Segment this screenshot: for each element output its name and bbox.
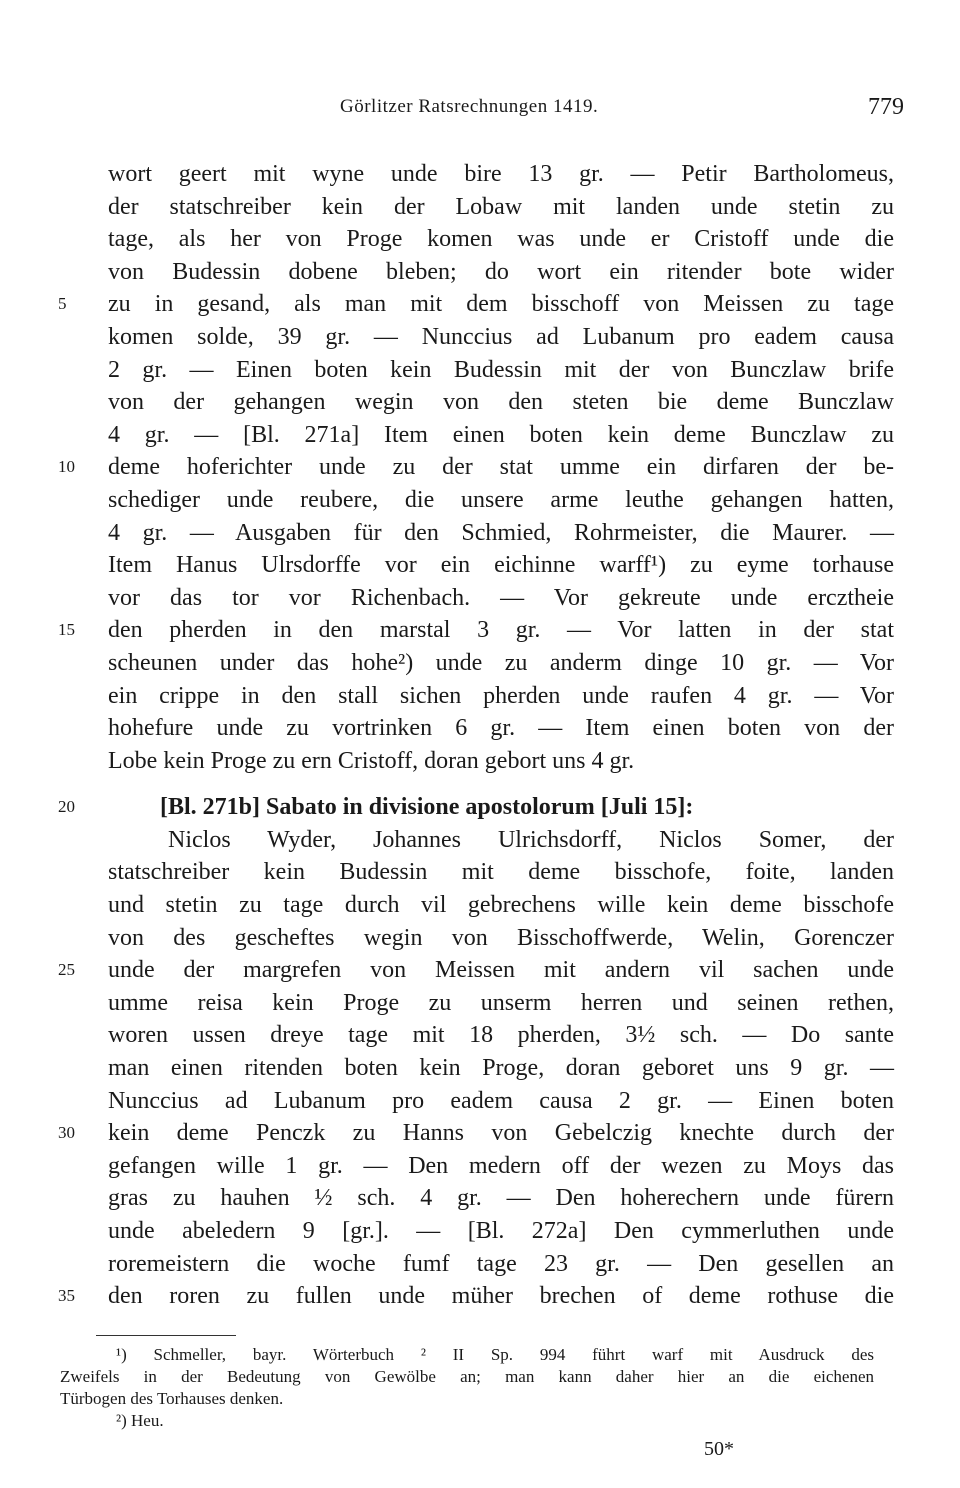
printer-signature: 50* xyxy=(704,1438,734,1460)
text-line xyxy=(0,354,960,387)
line-text: wort geert mit wyne unde bire 13 gr. — Petir Bartholomeus, xyxy=(108,161,894,187)
footnotes xyxy=(0,1344,960,1432)
text-line xyxy=(0,712,960,745)
text-line xyxy=(0,1182,960,1215)
text-line xyxy=(0,1117,960,1150)
text-line xyxy=(0,419,960,452)
line-text: hohefure unde zu vortrinken 6 gr. — Item einen boten von der xyxy=(108,715,894,742)
text-line xyxy=(0,745,960,778)
line-text: statschreiber kein Budessin mit deme bisschofe, foite, landen xyxy=(108,859,894,886)
line-text: den roren zu fullen unde müher brechen of deme rothuse die xyxy=(108,1283,894,1310)
text-line xyxy=(0,954,960,987)
line-text: unde der margrefen von Meissen mit andern vil sachen unde xyxy=(108,957,894,984)
line-text: und stetin zu tage durch vil gebrechens wille kein deme bisschofe xyxy=(108,892,894,919)
line-text: roremeistern die woche fumf tage 23 gr. — Den gesellen an xyxy=(108,1250,894,1277)
line-text: 4 gr. — [Bl. 271a] Item einen boten kein deme Bunczlaw zu xyxy=(108,421,894,448)
text-line xyxy=(0,256,960,289)
line-text: man einen ritenden boten kein Proge, doran geboret uns 9 gr. — xyxy=(108,1055,894,1082)
footnote-rule xyxy=(96,1335,236,1336)
footnote-line xyxy=(0,1366,960,1388)
line-text: gras zu hauhen ½ sch. 4 gr. — Den hoherechern unde fürern xyxy=(108,1185,894,1212)
text-line xyxy=(0,549,960,582)
body-text xyxy=(0,158,960,1313)
text-line xyxy=(0,517,960,550)
text-line xyxy=(0,158,960,191)
line-text: kein deme Penczk zu Hanns von Gebelczig knechte durch der xyxy=(108,1120,894,1147)
line-text: Nunccius ad Lubanum pro eadem causa 2 gr. — Einen boten xyxy=(108,1087,894,1114)
text-line xyxy=(0,321,960,354)
line-text: Lobe kein Proge zu ern Cristoff, doran gebort uns 4 gr. xyxy=(108,747,635,774)
text-line xyxy=(0,223,960,256)
text-line xyxy=(0,582,960,615)
running-head xyxy=(0,94,960,124)
text-line xyxy=(0,1215,960,1248)
line-text: zu in gesand, als man mit dem bisschoff von Meissen zu tage xyxy=(108,291,894,318)
line-text: komen solde, 39 gr. — Nunccius ad Lubanum pro eadem causa xyxy=(108,323,894,350)
footnote-line xyxy=(0,1344,960,1366)
line-text: deme hoferichter unde zu der stat umme ein dirfaren der be- xyxy=(108,454,894,481)
line-text: tage, als her von Proge komen was unde er Cristoff unde die xyxy=(108,226,894,253)
text-line xyxy=(0,680,960,713)
line-text: woren ussen dreye tage mit 18 pherden, 3½ sch. — Do sante xyxy=(108,1022,894,1049)
line-text: von Budessin dobene bleben; do wort ein ritender bote wider xyxy=(108,258,894,285)
line-text: 4 gr. — Ausgaben für den Schmied, Rohrmeister, die Maurer. — xyxy=(108,519,894,546)
line-text: der statschreiber kein der Lobaw mit landen unde stetin zu xyxy=(108,193,894,220)
text-line xyxy=(0,451,960,484)
text-line xyxy=(0,647,960,680)
line-number: 10 xyxy=(58,457,75,477)
page-number: 779 xyxy=(868,94,904,120)
text-line xyxy=(0,856,960,889)
text-line xyxy=(0,614,960,647)
line-text: gefangen wille 1 gr. — Den medern off der wezen zu Moys das xyxy=(108,1152,894,1179)
line-text: ein crippe in den stall sichen pherden unde raufen 4 gr. — Vor xyxy=(108,682,894,709)
footnote-text: Zweifels in der Bedeutung von Gewölbe an; man kann daher hier an die eichenen xyxy=(60,1367,874,1386)
line-text: Item Hanus Ulrsdorffe vor ein eichinne warff¹) zu eyme torhause xyxy=(108,552,894,579)
line-text: von der gehangen wegin von den steten bie deme Bunczlaw xyxy=(108,389,894,416)
running-title: Görlitzer Ratsrechnungen 1419. xyxy=(340,96,599,117)
text-line xyxy=(0,1019,960,1052)
text-line xyxy=(0,987,960,1020)
line-text: vor das tor vor Richenbach. — Vor gekreute unde ercztheie xyxy=(108,584,894,611)
text-line xyxy=(0,1085,960,1118)
text-line xyxy=(0,1248,960,1281)
text-line xyxy=(0,889,960,922)
line-text: scheunen under das hohe²) unde zu anderm dinge 10 gr. — Vor xyxy=(108,649,894,676)
line-number: 35 xyxy=(58,1286,75,1306)
text-line xyxy=(0,386,960,419)
text-line xyxy=(0,1280,960,1313)
section-gap xyxy=(0,777,960,791)
line-text: unde abeledern 9 [gr.]. — [Bl. 272a] Den cymmerluthen unde xyxy=(108,1218,894,1244)
line-text: Niclos Wyder, Johannes Ulrichsdorff, Niclos Somer, der xyxy=(168,826,894,853)
line-text: von des gescheftes wegin von Bisschoffwerde, Welin, Gorenczer xyxy=(108,924,894,951)
text-line xyxy=(0,288,960,321)
line-text: den pherden in den marstal 3 gr. — Vor latten in der stat xyxy=(108,617,894,644)
footnote-line xyxy=(0,1410,960,1432)
line-text: 2 gr. — Einen boten kein Budessin mit der von Bunczlaw brife xyxy=(108,356,894,383)
text-line xyxy=(0,922,960,955)
text-line xyxy=(0,191,960,224)
line-text: schediger unde reubere, die unsere arme leuthe gehangen hatten, xyxy=(108,486,894,513)
line-number: 15 xyxy=(58,620,75,640)
footnote-text: ¹) Schmeller, bayr. Wörterbuch ² II Sp. 994 führt warf mit Ausdruck des xyxy=(116,1345,874,1364)
text-line xyxy=(0,1150,960,1183)
footnote-text: ²) Heu. xyxy=(116,1411,164,1430)
text-line xyxy=(0,791,960,824)
line-number: 30 xyxy=(58,1123,75,1143)
line-number: 5 xyxy=(58,294,67,314)
line-number: 20 xyxy=(58,797,75,817)
text-line xyxy=(0,484,960,517)
text-line xyxy=(0,824,960,857)
footnote-text: Türbogen des Torhauses denken. xyxy=(60,1389,284,1408)
text-line xyxy=(0,1052,960,1085)
line-number: 25 xyxy=(58,960,75,980)
footnote-line xyxy=(0,1388,960,1410)
line-text: umme reisa kein Proge zu unserm herren und seinen rethen, xyxy=(108,989,894,1016)
section-heading: [Bl. 271b] Sabato in divisione apostolorum [Juli 15]: xyxy=(160,794,694,821)
